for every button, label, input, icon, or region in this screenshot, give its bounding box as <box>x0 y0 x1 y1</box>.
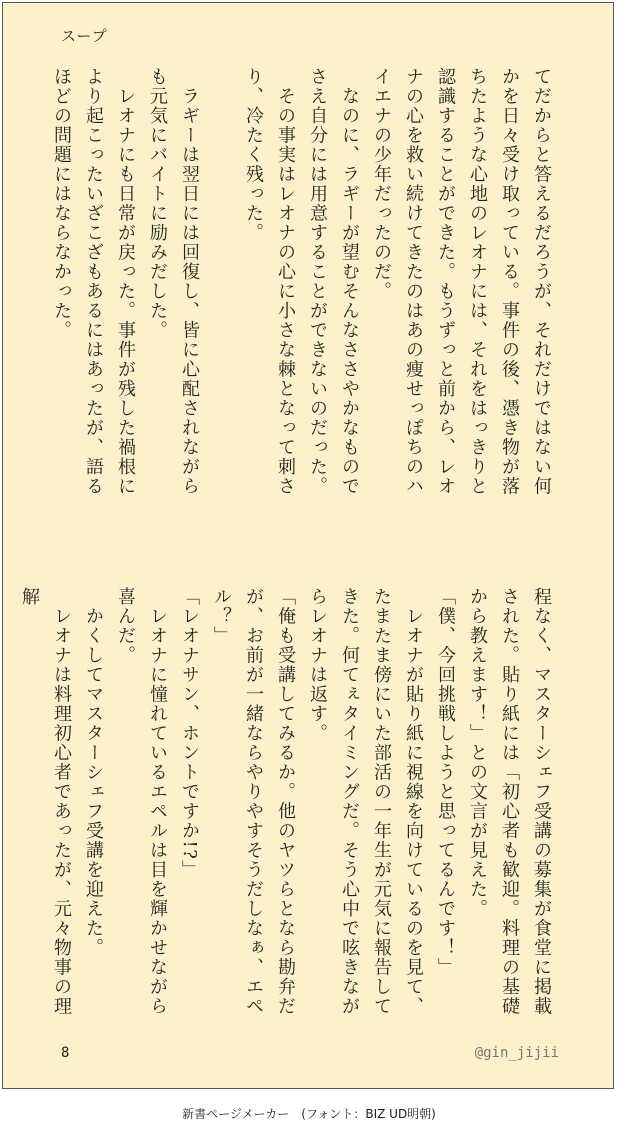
text-block-bottom <box>19 587 557 1027</box>
running-title: スープ <box>61 27 108 45</box>
paragraph: 「僕、今回挑戦しようと思ってるんです！」 <box>435 587 456 977</box>
paragraph: レオナは料理初心者であったが、元々物事の理解 <box>19 587 72 1016</box>
paragraph: なのに、ラギーが望むそんなささやかなものでさえ自分には用意することができないのだった。 <box>307 67 360 496</box>
generator-credit: 新書ページメーカー (フォント：BIZ UD明朝) <box>182 1107 436 1121</box>
paragraph: かくしてマスターシェフ受講を迎えた。 <box>83 587 104 958</box>
author-handle: @gin_jijii <box>474 1045 559 1061</box>
book-page <box>2 2 614 1089</box>
paragraph: レオナにも日常が戻った。事件が残した禍根により起こったいざこざもあるにはあったが、語るほどの問題にはならなかった。 <box>51 67 136 496</box>
paragraph: レオナが貼り紙に視線を向けているのを見て、たまたま傍にいた部活の一年生が元気に報告してきた。何てぇタイミングだ。そう心中で呟きながらレオナは返す。 <box>307 587 424 1016</box>
text-block-top <box>51 67 557 507</box>
paragraph: 程なく、マスターシェフ受講の募集が食堂に掲載された。貼り紙には「初心者も歓迎。料理の基礎から教えます！」との文言が見えた。 <box>467 587 552 1016</box>
paragraph: 「レオナサン、ホントですか!?」 <box>179 587 200 880</box>
paragraph: てだからと答えるだろうが、それだけではない何かを日々受け取っている。事件の後、憑き物が落ちたような心地のレオナには、それをはっきりと認識することができた。もうずっと前から、レオナの心を救い続けてきたのはあの痩せっぽちのハイエナの少年だったのだ。 <box>371 67 552 496</box>
paragraph: ラギーは翌日には回復し、皆に心配されながらも元気にバイトに励みだした。 <box>147 67 200 496</box>
blank-line <box>205 67 237 507</box>
paragraph: 「俺も受講してみるか。他のヤツらとなら勘弁だが、お前が一緒ならやりやすそうだしなぁ、エペル？」 <box>211 587 296 1016</box>
paragraph: その事実はレオナの心に小さな棘となって刺さり、冷たく残った。 <box>243 67 296 496</box>
page-number: 8 <box>61 1045 70 1061</box>
paragraph: レオナに憧れているエペルは目を輝かせながら喜んだ。 <box>115 587 168 1016</box>
